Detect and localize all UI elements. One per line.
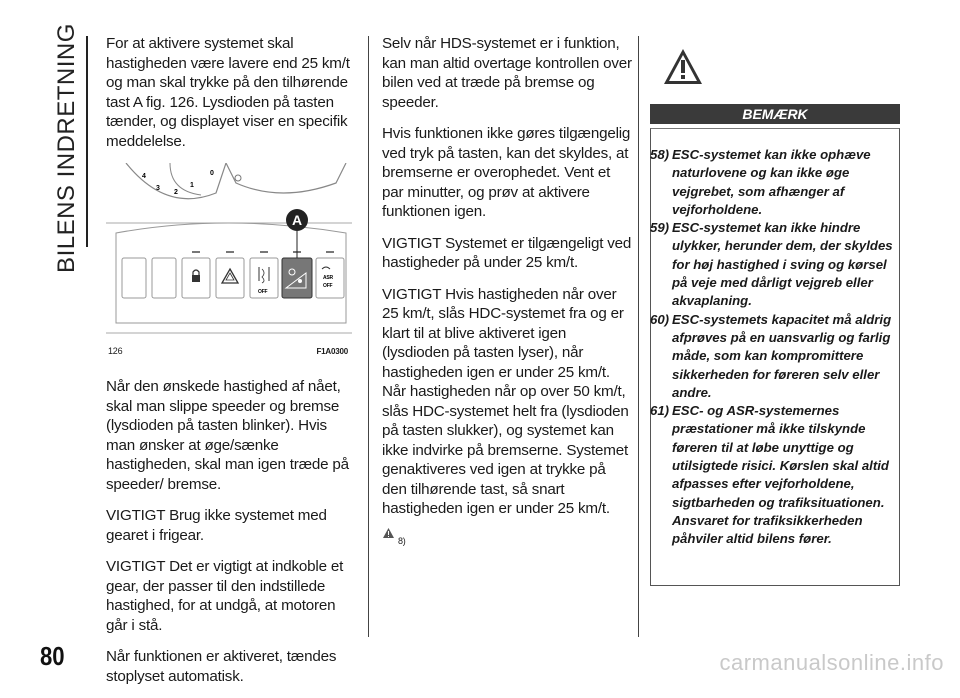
dashboard-buttons-illustration [106,163,352,363]
paragraph: VIGTIGT Systemet er tilgængeligt ved hastigheder på under 25 km/t. [382,234,632,271]
button-label: ASR [323,275,333,281]
dial-number: 0 [210,170,214,177]
dial-number: 4 [142,173,146,180]
note-item [650,311,900,402]
button-label: OFF [258,289,268,295]
column-divider [368,36,369,637]
note-item-number: 61) [650,403,670,419]
button-label: OFF [323,283,333,289]
paragraph: VIGTIGT Det er vigtigt at indkoble et gear, der passer til den indstillede hastighed, for at undgå, at motoren går i stå. [106,558,344,634]
column-middle [382,34,634,551]
paragraph: Når funktionen er aktiveret, tændes stoplyset automatisk. [106,648,337,685]
dial-number: 1 [190,182,194,189]
warning-triangle-icon [662,46,704,88]
column-left [106,34,356,698]
paragraph: For at aktivere systemet skal hastigheden være lavere end 25 km/t og man skal trykke på den tilhørende tast A fig. 126. Lysdioden på tasten tænder, og displayet viser en specifik meddelelse. [106,35,350,150]
note-item [650,146,900,219]
section-title: BILENS INDRETNING [53,23,80,273]
watermark: carmanualsonline.info [719,650,944,675]
note-item-number: 58) [650,147,670,162]
warning-reference[interactable] [382,527,634,552]
note-item-number: 59) [650,220,670,236]
note-item [650,219,900,310]
warning-triangle-icon [382,527,395,539]
paragraph: VIGTIGT Brug ikke systemet med gearet i frigear. [106,507,327,544]
dial-number: 3 [156,185,160,192]
section-title-rule [86,36,88,247]
paragraph: Hvis funktionen ikke gøres tilgængelig ved tryk på tasten, kan det skyldes, at bremserne er overophedet. Vent et par minutter, og prøv at aktivere funktionen igen. [382,125,631,220]
paragraph: Selv når HDS-systemet er i funktion, kan man altid overtage kontrollen over bilen ved at træde på bremse og speeder. [382,35,632,111]
dial-number: 2 [174,189,178,196]
note-item [650,402,900,548]
paragraph: Når den ønskede hastighed af nået, skal man slippe speeder og bremse (lysdioden på tasten blinker). Hvis man ønsker at øge/sænke hastigheden, skal man igen træde på speeder/ bremse. [106,378,349,493]
note-item-number: 60) [650,311,670,327]
page-number: 80 [40,641,65,671]
figure-number: 126 [108,345,123,356]
note-list [650,146,900,549]
warning-reference-label: 8) [398,535,406,546]
note-item-text: ESC-systemet kan ikke ophæve naturlovene og kan ikke øge vejgrebet, som afhænger af vejforholdene. [672,147,871,217]
figure-126 [106,163,352,363]
note-title: BEMÆRK [650,104,900,124]
figure-code: F1A0300 [316,346,348,356]
callout-label: A [292,212,302,228]
column-divider [638,36,639,637]
note-item-text: ESC- og ASR-systemernes præstationer må ikke tilskynde føreren til at løbe unyttige og utilsigtede risici. Kørslen skal altid afpasses efter vejforholdene, sigtbarheden og trafiksituationen. Ansvaret for trafiksikkerheden påhviler altid bilens fører. [672,403,889,547]
paragraph: VIGTIGT Hvis hastigheden når over 25 km/t, slås HDC-systemet fra og er klart til at blive aktiveret igen (lysdioden på tasten lyser), når hastigheden igen er under 25 km/t. Når hastigheden når op over 50 km/t, slås HDC-systemet helt fra (lysdioden på tasten slukker), og systemet kan ikke indvirke på bremserne. Systemet genaktiveres ved igen at trykke på den tilhørende tast, så snart hastigheden igen er under 25 km/t. [382,285,629,517]
note-item-text: ESC-systemets kapacitet må aldrig afprøves på en uansvarlig og farlig måde, som kan kompromittere sikkerheden for føreren selv eller andre. [672,311,892,400]
note-item-text: ESC-systemet kan ikke hindre ulykker, herunder dem, der skyldes for høj hastighed i sving og kørsel på veje med dårligt vejgreb eller akvaplaning. [672,220,893,309]
